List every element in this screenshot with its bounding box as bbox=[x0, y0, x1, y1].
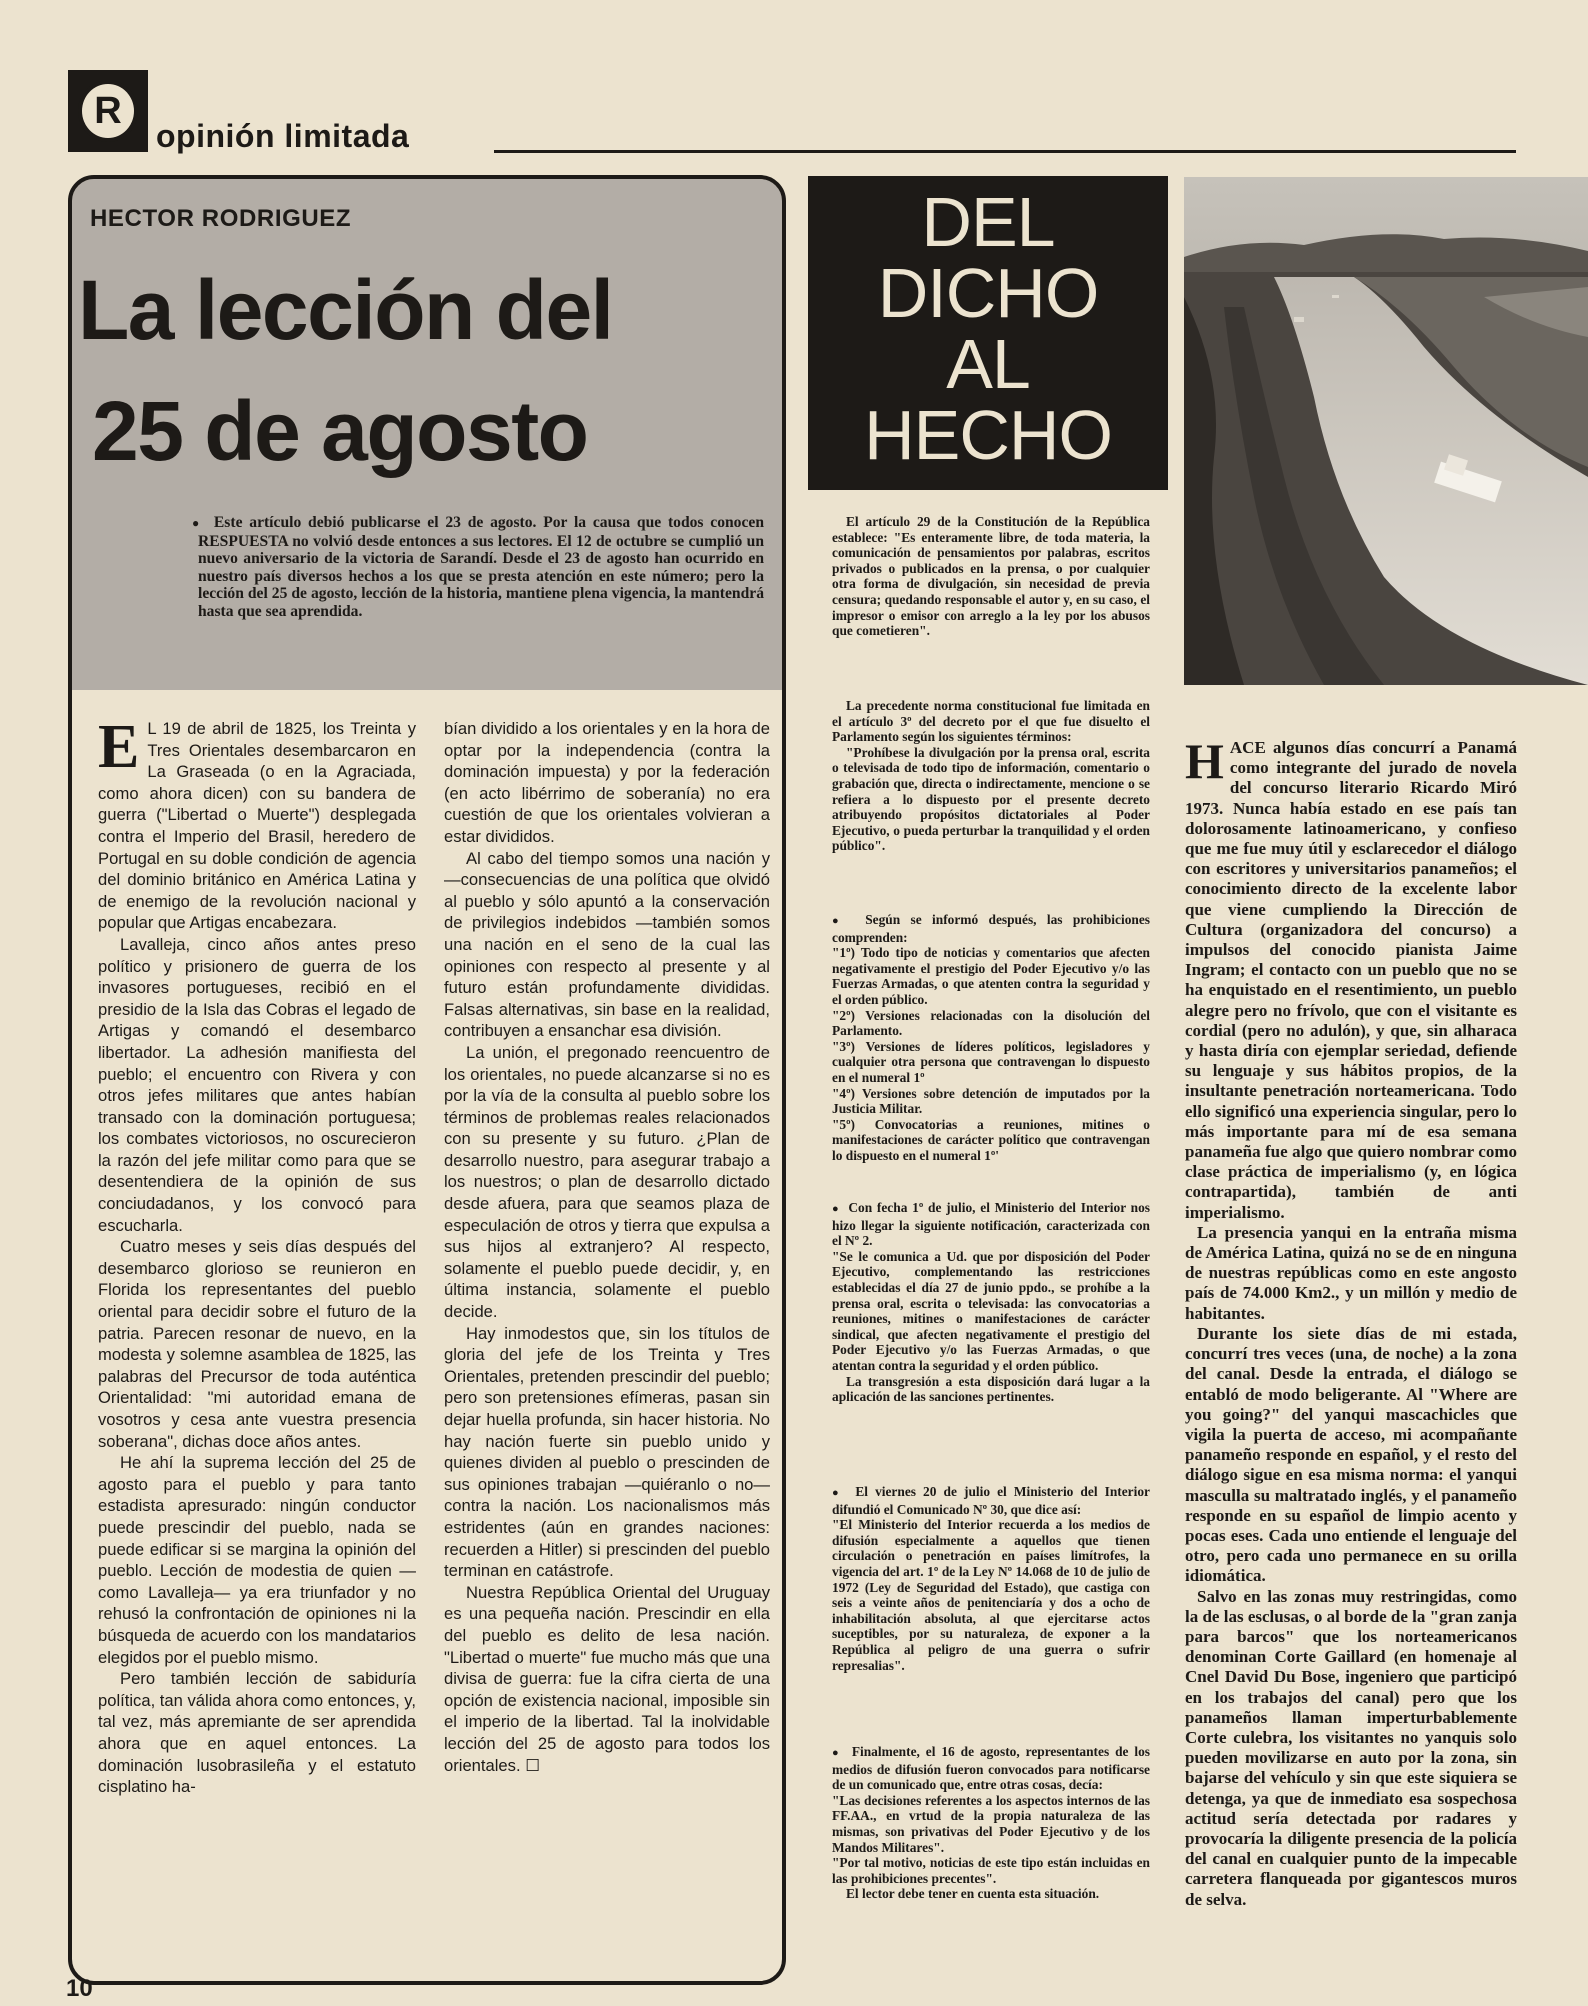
bullet-icon: ● bbox=[832, 915, 866, 927]
paragraph: ● Finalmente, el 16 de agosto, representantes de los medios de difusión fueron convocados para notificarse de un comunicado que, entre otras cosas, decía: bbox=[832, 1744, 1150, 1793]
paragraph: Lavalleja, cinco años antes preso político y prisionero de guerra de los invasores portugueses, recibió en el presidio de la Isla das Cobras el legado de Artigas y comandó el desembarco libertador. La adhesión manifiesta del pueblo; el encuentro con Rivera y con otros jefes militares que antes habían transado con la dominación portuguesa; los combates victoriosos, no oscurecieron la razón del jefe militar como para que se desentendiera de la opinión de sus conciudadanos, y los convocó para escucharla. bbox=[98, 934, 416, 1235]
page-number: 10 bbox=[66, 1975, 93, 2002]
middle-block-4 bbox=[832, 1200, 1150, 1405]
paragraph: Salvo en las zonas muy restringidas, como la de las esclusas, o al borde de la "gran zanja para barcos" que los norteamericanos denominan Corte Gaillard (en homenaje al Cnel David Du Bose, ingeniero que participó en los trabajos del canal) pero que los panameños llaman imperturbablemente Corte culebra, los visitantes no yanquis solo pueden movilizarse en auto por la zona, sin bajarse del vehículo y sin que este siquiera se detenga, ya que de inmediato esa sospechosa actitud sería detectada por radares y provocaría la diligente presencia de la policía del canal en cualquier punto de la impecable carretera flanqueada por gigantescos muros de selva. bbox=[1185, 1586, 1517, 1909]
paragraph: ● Con fecha 1º de julio, el Ministerio del Interior nos hizo llegar la siguiente notificación, caracterizada con el Nº 2. bbox=[832, 1200, 1150, 1249]
paragraph: Hay inmodestos que, sin los títulos de gloria del jefe de los Treinta y Tres Orientales, pretenden prescindir del pueblo; pero son pretensiones efímeras, pasan sin dejar huella profunda, sin hacer historia. No hay nación fuerte sin pueblo unido y quienes dividen al pueblo o prescinden de sus opiniones trabajan —quiéranlo o no— contra la nación. Los nacionalismos más estridentes (aún en grandes naciones: recuerden a Hitler) si prescinden del pueblo terminan en catástrofe. bbox=[444, 1323, 770, 1581]
title-line: HECHO bbox=[864, 396, 1112, 474]
paragraph: Al cabo del tiempo somos una nación y —consecuencias de una política que olvidó al pueblo y sólo apuntó a la conservación de privilegios indebidos —también somos una nación en el seno de la cual las opiniones con respecto al presente y al futuro están profundamente divididas. Falsas alternativas, sin base en la realidad, contribuyen a ensanchar esa división. bbox=[444, 848, 770, 1041]
paragraph: "Prohíbese la divulgación por la prensa oral, escrita o televisada de todo tipo de información, comentario o grabación que, directa o indirectamente, mencione o se refiera a lo dispuesto por el presente decreto atribuyendo propósitos dictatoriales al Poder Ejecutivo, o pueda perturbar la tranquilidad y el orden público". bbox=[832, 744, 1150, 854]
paragraph: "2º) Versiones relacionadas con la disolución del Parlamento. bbox=[832, 1007, 1150, 1039]
paragraph: El artículo 29 de la Constitución de la República establece: "Es enteramente libre, de toda materia, la comunicación de pensamientos por palabras, escritos privados o publicados en la prensa, o por cualquier otra forma de divulgación, sin necesidad de previa censura; quedando responsable el autor y, en su caso, el impresor o emisor con arreglo a la ley por los abusos que cometieren". bbox=[832, 514, 1150, 639]
title-line: DEL bbox=[921, 183, 1055, 261]
paragraph: He ahí la suprema lección del 25 de agosto para el pueblo y para tanto estadista apresurado: ningún conductor puede prescindir del pueblo, nada se puede edificar si se margina la opinión del pueblo. Lección de modestia de quien —como Lavalleja— ya era triunfador y no rehusó la confrontación de opiniones ni la búsqueda de acuerdo con los mandatarios elegidos por el pueblo mismo. bbox=[98, 1453, 416, 1667]
bullet-icon: ● bbox=[832, 1747, 852, 1759]
headline-line-1: La lección del bbox=[78, 263, 613, 357]
paragraph: La presencia yanqui en la entraña misma de América Latina, quizá no se de en ninguna de nuestras repúblicas como en este angosto país de 74.000 Km2., y un millón y medio de habitantes. bbox=[1185, 1222, 1517, 1323]
paragraph: La unión, el pregonado reencuentro de los orientales, no puede alcanzarse si no es por la vía de la consulta al pueblo sobre los términos de problemas reales relacionados con su presente y su futuro. ¿Plan de desarrollo nuestro, para asegurar trabajo a los nuestros; o plan de desarrollo dictado desde afuera, para que seamos plaza de especulación de otros y tierra que expulsa a sus hijos al extranjero? Al respecto, solamente el pueblo puede decidir, y, en última instancia, solamente el pueblo decide. bbox=[444, 1042, 770, 1322]
panama-article bbox=[1185, 733, 1517, 1910]
paragraph: E L 19 de abril de 1825, los Treinta y Tres Orientales desembarcaron en La Graseada (o en la Agraciada, como ahora dicen) con su bandera de guerra ("Libertad o Muerte") desplegada contra el Imperio del Brasil, heredero de Portugal en su doble condición de agencia del dominio británico en América Latina y de enemigo de la revolución nacional y popular que Artigas encabezara. bbox=[98, 713, 416, 933]
end-mark-icon: ☐ bbox=[525, 1755, 541, 1775]
paragraph: La transgresión a esta disposición dará lugar a la aplicación de las sanciones pertinentes. bbox=[832, 1373, 1150, 1405]
del-dicho-title-box bbox=[808, 176, 1168, 490]
article-column-2 bbox=[444, 718, 770, 1776]
article-intro bbox=[192, 514, 764, 621]
paragraph: Nuestra República Oriental del Uruguay es una pequeña nación. Prescindir en ella del pueblo es delito de lesa nación. "Libertad o muerte" fue mucho más que una divisa de guerra: fue la cifra cierta de una opción de existencia nacional, imposible sin el imperio de la libertad. Tal la inolvidable lección del 25 de agosto para todos los orientales. ☐ bbox=[444, 1582, 770, 1775]
middle-block-1 bbox=[832, 514, 1150, 639]
paragraph: "Se le comunica a Ud. que por disposición del Poder Ejecutivo, complementando las restricciones establecidas el día 27 de junio ppdo., se prohíbe a la prensa oral, escrita o televisada: las convocatorias a reuniones, mitines o manifestaciones de carácter sindical, que afecten negativamente el prestigio del Poder Ejecutivo y/o las Fuerzas Armadas, o que atentan contra la seguridad y el orden público. bbox=[832, 1248, 1150, 1373]
drop-cap: H bbox=[1185, 733, 1224, 789]
title-line: DICHO bbox=[877, 254, 1099, 332]
title-line: AL bbox=[946, 325, 1030, 403]
panama-canal-photo bbox=[1184, 177, 1588, 685]
article-column-1 bbox=[98, 713, 416, 1798]
paragraph: "Por tal motivo, noticias de este tipo están incluidas en las prohibiciones precentes". bbox=[832, 1855, 1150, 1886]
paragraph: ● El viernes 20 de julio el Ministerio del Interior difundió el Comunicado Nº 30, que dice así: bbox=[832, 1484, 1150, 1517]
paragraph: "3º) Versiones de líderes políticos, legisladores y cualquier otra persona que contravengan lo dispuesto en el numeral 1º bbox=[832, 1038, 1150, 1085]
paragraph: HACE algunos días concurrí a Panamá como integrante del jurado de novela del concurso literario Ricardo Miró 1973. Nunca había estado en ese país tan dolorosamente latinoamericano, y confieso que me fue muy útil y esclarecedor el diálogo con escritores y universitarios panameños; el conocimiento directo de la excelente labor que viene cumpliendo la Dirección de Cultura (organizadora del concurso) a impulsos del conocido pianista Jaime Ingram; el contacto con un pueblo que no se ha enquistado en el resentimiento, un pueblo alegre pero no frívolo, que con el visitante es cordial (pero no adulón), y que, sin alharaca y hasta diría con ejemplar seriedad, defiende su lenguaje y sus hábitos propios, de la insultante penetración norteamericana. Todo ello significó una experiencia singular, pero lo más importante para mí de esa semana panameña fue algo que quiero nombrar como clase práctica de imperialismo (y, en lógica contrapartida), también de anti imperialismo. bbox=[1185, 733, 1517, 1222]
paragraph: "El Ministerio del Interior recuerda a los medios de difusión especialmente a aquellos que tienen circulación o penetración en países limítrofes, la vigencia del art. 1º de la Ley Nº 14.068 de 10 de julio de 1972 (Ley de Seguridad del Estado), que castiga con seis a veinte años de penitenciaría y dos a ocho de inhabilitación absoluta, al que ejercitarse actos suceptibles, por su naturaleza, de exponer a la República al peligro de una guerra o sufrir represalias". bbox=[832, 1517, 1150, 1673]
paragraph: "Las decisiones referentes a los aspectos internos de las FF.AA., en vrtud de la propia naturaleza de las mismas, son privativas del Poder Ejecutivo y de los Mandos Militares". bbox=[832, 1792, 1150, 1855]
section-title: opinión limitada bbox=[156, 118, 410, 154]
paragraph: Durante los siete días de mi estada, concurrí tres veces (una, de noche) a la zona del canal. Desde la entrada, el diálogo se entabló de modo beligerante. Al "Where are you going?" del yanqui mascachicles que vigila la puerta de acceso, mi acompañante panameño responde en español, y el resto del diálogo sigue en esa misma norma: el yanqui masculla su maltratado inglés, y el panameño responde en su español de limpio acento y pocas eses. Cada uno entiende el lenguaje del otro, pero cada uno permanece en su orilla idiomática. bbox=[1185, 1323, 1517, 1586]
author-byline: HECTOR RODRIGUEZ bbox=[90, 205, 352, 232]
paragraph: "5º) Convocatorias a reuniones, mitines o manifestaciones de carácter político que contravengan lo dispuesto en el numeral 1º' bbox=[832, 1116, 1150, 1163]
paragraph: Pero también lección de sabiduría política, tan válida ahora como entonces, y, tal vez, más apremiante de ser aprendida ahora que en aquel entonces. La dominación lusobrasileña y el estatuto cisplatino ha- bbox=[98, 1669, 416, 1797]
intro-text: Este artículo debió publicarse el 23 de agosto. Por la causa que todos conocen RESPUESTA no volvió desde entonces a sus lectores. El 12 de octubre se cumplió un nuevo aniversario de la victoria de Sarandí. Desde el 23 de agosto han ocurrido en nuestro país diversos hechos a los que se presta atención en este número; pero la lección del 25 de agosto, lección de la historia, mantiene plena vigencia, la mantendrá hasta que sea aprendida. bbox=[198, 514, 764, 620]
drop-cap: E bbox=[98, 713, 140, 781]
paragraph: Cuatro meses y seis días después del desembarco glorioso se reunieron en Florida los representantes del pueblo oriental para decidir sobre el futuro de la patria. Parecen resonar de nuevo, en la modesta y solemne asamblea de 1825, las palabras del Precursor de toda auténtica Orientalidad: "mi autoridad emana de vosotros y cesa ante vuestra presencia soberana", dichas doce años antes. bbox=[98, 1237, 416, 1451]
bullet-icon: ● bbox=[192, 516, 214, 530]
header-rule bbox=[494, 150, 1516, 153]
magazine-logo bbox=[68, 70, 148, 152]
logo-letter: R bbox=[94, 89, 122, 132]
headline-line-2: 25 de agosto bbox=[92, 384, 588, 478]
middle-block-3 bbox=[832, 912, 1150, 1164]
bullet-icon: ● bbox=[832, 1487, 856, 1499]
middle-block-6 bbox=[832, 1744, 1150, 1902]
middle-block-5 bbox=[832, 1484, 1150, 1673]
paragraph: ● Según se informó después, las prohibiciones comprenden: bbox=[832, 912, 1150, 945]
paragraph: "4º) Versiones sobre detención de imputados por la Justicia Militar. bbox=[832, 1085, 1150, 1117]
middle-block-2 bbox=[832, 698, 1150, 854]
bullet-icon: ● bbox=[832, 1203, 849, 1215]
paragraph: El lector debe tener en cuenta esta situación. bbox=[846, 1886, 1100, 1902]
paragraph: "1º) Todo tipo de noticias y comentarios que afecten negativamente el prestigio del Poder Ejecutivo y/o las Fuerzas Armadas, o que atenten contra la seguridad y el orden público. bbox=[832, 945, 1150, 1007]
paragraph: bían dividido a los orientales y en la hora de optar por la independencia (contra la dominación impuesta) y por la federación (en acto libérrimo de soberanía) no era cuestión de que los orientales volvieran a estar divididos. bbox=[444, 719, 770, 846]
paragraph: La precedente norma constitucional fue limitada en el artículo 3º del decreto por el que fue disuelto el Parlamento según los siguientes términos: bbox=[832, 698, 1150, 745]
